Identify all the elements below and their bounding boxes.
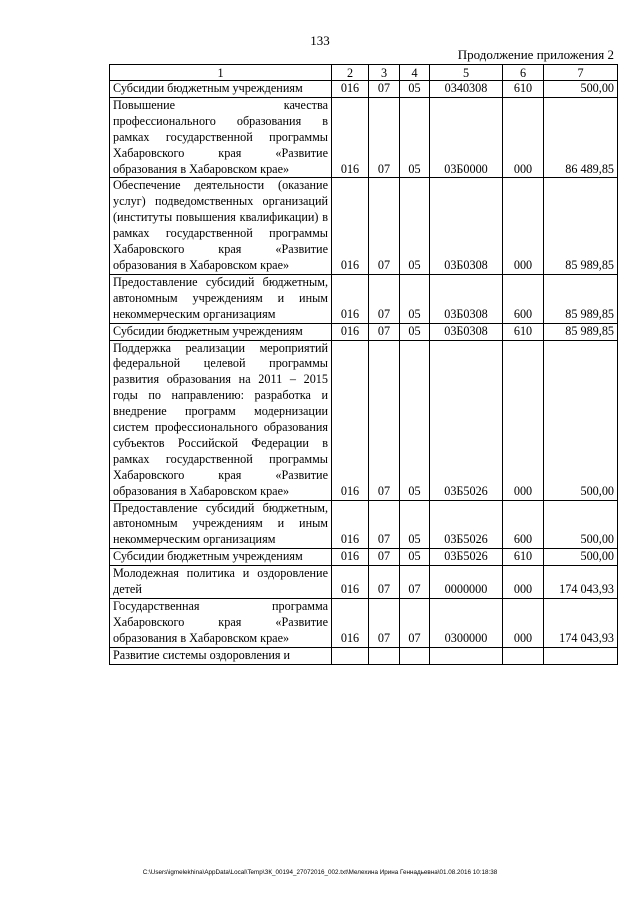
ministry-code: 016 (332, 599, 369, 648)
subsection-code (400, 647, 430, 664)
target-article-code (430, 647, 503, 664)
amount: 85 989,85 (544, 323, 618, 340)
amount: 500,00 (544, 340, 618, 500)
ministry-code: 016 (332, 97, 369, 178)
table-row (110, 500, 618, 549)
table-row (110, 340, 618, 500)
amount: 500,00 (544, 500, 618, 549)
ministry-code (332, 647, 369, 664)
section-code: 07 (369, 500, 400, 549)
table-row (110, 81, 618, 98)
target-article-code: 0340308 (430, 81, 503, 98)
expense-type-code (503, 647, 544, 664)
section-code: 07 (369, 599, 400, 648)
amount: 85 989,85 (544, 274, 618, 323)
expense-type-code: 600 (503, 500, 544, 549)
subsection-code: 05 (400, 549, 430, 566)
header-cell: 2 (332, 65, 369, 81)
item-name: Предоставление субсидий бюджетным, автономным учреждениям и иным некоммерческим организациям (110, 274, 332, 323)
expense-type-code: 610 (503, 81, 544, 98)
ministry-code: 016 (332, 500, 369, 549)
ministry-code: 016 (332, 81, 369, 98)
header-row (110, 65, 618, 81)
target-article-code: 03Б0308 (430, 178, 503, 274)
header-cell: 4 (400, 65, 430, 81)
target-article-code: 03Б0308 (430, 274, 503, 323)
item-name: Обеспечение деятельности (оказание услуг) подведомственных организаций (институты повышения квалификации) в рамках государственной программы Хабаровского края «Развитие образования в Хабаровском крае» (110, 178, 332, 274)
section-code: 07 (369, 566, 400, 599)
item-name: Государственная программа Хабаровского края «Развитие образования в Хабаровском крае» (110, 599, 332, 648)
subsection-code: 05 (400, 81, 430, 98)
target-article-code: 03Б0308 (430, 323, 503, 340)
section-code: 07 (369, 81, 400, 98)
header-cell: 5 (430, 65, 503, 81)
amount: 500,00 (544, 81, 618, 98)
section-code: 07 (369, 274, 400, 323)
target-article-code: 0000000 (430, 566, 503, 599)
subsection-code: 07 (400, 599, 430, 648)
item-name: Повышение качества профессионального образования в рамках государственной программы Хабаровского края «Развитие образования в Хабаровском крае» (110, 97, 332, 178)
target-article-code: 03Б5026 (430, 340, 503, 500)
item-name: Молодежная политика и оздоровление детей (110, 566, 332, 599)
header-cell: 6 (503, 65, 544, 81)
table-row (110, 274, 618, 323)
amount: 85 989,85 (544, 178, 618, 274)
target-article-code: 03Б5026 (430, 549, 503, 566)
expense-type-code: 600 (503, 274, 544, 323)
subsection-code: 05 (400, 500, 430, 549)
section-code: 07 (369, 323, 400, 340)
subsection-code: 07 (400, 566, 430, 599)
table-row (110, 97, 618, 178)
expense-type-code: 610 (503, 549, 544, 566)
item-name: Субсидии бюджетным учреждениям (110, 81, 332, 98)
item-name: Предоставление субсидий бюджетным, автономным учреждениям и иным некоммерческим организациям (110, 500, 332, 549)
item-name: Субсидии бюджетным учреждениям (110, 549, 332, 566)
header-cell: 7 (544, 65, 618, 81)
amount (544, 647, 618, 664)
header-cell: 1 (110, 65, 332, 81)
subsection-code: 05 (400, 97, 430, 178)
subsection-code: 05 (400, 323, 430, 340)
section-code: 07 (369, 178, 400, 274)
subsection-code: 05 (400, 274, 430, 323)
table-row (110, 549, 618, 566)
expense-type-code: 610 (503, 323, 544, 340)
table-row (110, 323, 618, 340)
ministry-code: 016 (332, 323, 369, 340)
section-code: 07 (369, 97, 400, 178)
table-row (110, 647, 618, 664)
amount: 174 043,93 (544, 566, 618, 599)
ministry-code: 016 (332, 178, 369, 274)
ministry-code: 016 (332, 566, 369, 599)
ministry-code: 016 (332, 340, 369, 500)
expense-type-code: 000 (503, 599, 544, 648)
target-article-code: 0300000 (430, 599, 503, 648)
expense-type-code: 000 (503, 97, 544, 178)
expense-type-code: 000 (503, 566, 544, 599)
budget-table (109, 64, 618, 665)
section-code: 07 (369, 340, 400, 500)
item-name: Субсидии бюджетным учреждениям (110, 323, 332, 340)
item-name: Развитие системы оздоровления и (110, 647, 332, 664)
table-row (110, 178, 618, 274)
section-code (369, 647, 400, 664)
target-article-code: 03Б0000 (430, 97, 503, 178)
footer-file-path: C:\Users\igmelekhina\AppData\Local\Temp\ЗК_00194_27072016_002.txt\Мелехина Ирина Геннадьевна\01.08.2016 10:18:38 (142, 869, 498, 876)
target-article-code: 03Б5026 (430, 500, 503, 549)
expense-type-code: 000 (503, 178, 544, 274)
ministry-code: 016 (332, 549, 369, 566)
subsection-code: 05 (400, 340, 430, 500)
ministry-code: 016 (332, 274, 369, 323)
item-name: Поддержка реализации мероприятий федеральной целевой программы развития образования на 2011 – 2015 годы по направлению: разработка и внедрение программ модернизации систем профессионального образования субъектов Российской Федерации в рамках государственной программы Хабаровского края «Развитие образования в Хабаровском крае» (110, 340, 332, 500)
expense-type-code: 000 (503, 340, 544, 500)
section-code: 07 (369, 549, 400, 566)
table-row (110, 599, 618, 648)
table-row (110, 566, 618, 599)
header-cell: 3 (369, 65, 400, 81)
amount: 174 043,93 (544, 599, 618, 648)
continuation-label: Продолжение приложения 2 (457, 47, 614, 62)
subsection-code: 05 (400, 178, 430, 274)
page-number: 133 (310, 33, 330, 48)
amount: 500,00 (544, 549, 618, 566)
amount: 86 489,85 (544, 97, 618, 178)
